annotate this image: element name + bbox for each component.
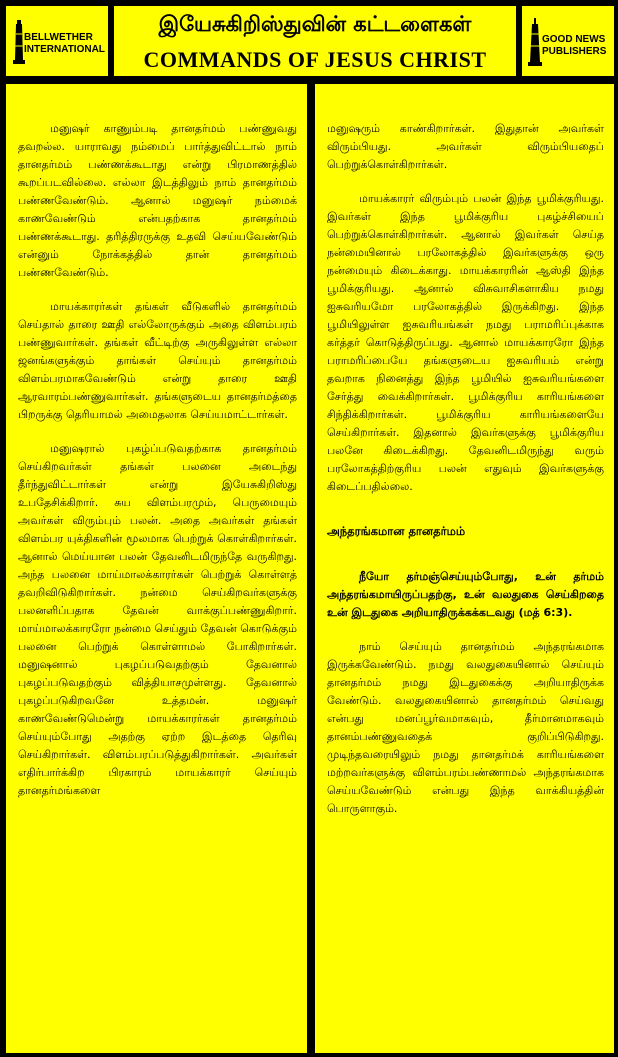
bellwether-line1: BELLWETHER <box>24 32 93 43</box>
continued-paragraph: மனுஷரும் காண்கிறார்கள். இதுதான் அவர்கள் விரும்பியது. அவர்கள் விரும்பியதைப் பெற்றுக்கொள்கிறார்கள். <box>327 122 604 171</box>
right-column <box>313 82 616 1055</box>
bellwether-line2: INTERNATIONAL <box>24 44 105 55</box>
bellwether-logo-text <box>24 32 105 56</box>
left-column <box>4 82 309 1055</box>
good-news-logo <box>520 4 616 78</box>
paragraph: நாம் செய்யும் தானதர்மம் அந்தரங்கமாக இருக்கவேண்டும். நமது வலதுகையினால் செய்யும் தானதர்மம் நமது இடதுகைக்கு அறியாதிருக்க வேண்டும். வலதுகையினால் தானதர்மம் செய்வது என்பது மனப்பூர்வமாகவும், தீர்மானமாகவும் தானம்பண்ணுவதைக் குறிப்பிடுகிறது. முடிந்தவரையிலும் நமது தானதர்மக் காரியங்களை மற்றவர்களுக்கு விளம்பரம்பண்ணாமல் அந்தரங்கமாக செய்யவேண்டும் என்பது இந்த வாக்கியத்தின் பொருளாகும். <box>327 640 604 815</box>
good-news-line2: PUBLISHERS <box>542 46 607 57</box>
section-heading: அந்தரங்கமான தானதர்மம் <box>327 524 466 538</box>
title-tamil: இயேசுகிறிஸ்துவின் கட்டளைகள் <box>158 12 472 36</box>
paragraph: மனுஷரால் புகழ்ப்படுவதற்காக தானதர்மம் செய்கிறவர்கள் தங்கள் பலனை அடைந்து தீர்ந்துவிட்டார்கள் என்று இயேசுகிறிஸ்து உபதேசிக்கிறார். சுய விளம்பரமும், பெருமையும் அவர்கள் விரும்பும் பலன். அதை அவர்கள் தங்கள் விளம்பர யுக்திகளின் மூலமாக பெற்றுக் கொள்கிறார்கள். ஆனால் மெய்யான பலன் தேவனிடமிருந்தே வருகிறது. அந்த பலனை மாய்மாலக்காரர்கள் பெற்றுக் கொள்ளத் தவறிவிடுகிறார்கள். நன்மை செய்கிறவர்களுக்கு பலனளிப்பதாக தேவன் வாக்குப்பண்ணுகிறார். மாய்மாலக்காரரோ நன்மை செய்தும் தேவன் கொடுக்கும் பலனை பெற்றுக் கொள்ளாமல் போகிறார்கள். மனுஷனால் புகழப்படுவதற்கும் தேவனால் புகழப்படுவதற்கும் வித்தியாசமுள்ளது. தேவனால் புகழப்படுகிறவனே உத்தமன். மனுஷர் காணவேண்டுமென்று மாயக்காரர்கள் தானதர்மம் செய்யும்போது அதற்கு ஏற்ற இடத்தை தெரிவு செய்கிறார்கள். விளம்பரப்படுத்துகிறார்கள். அவர்கள் எதிர்பார்க்கிற பிரகாரம் மாயக்காரர் செய்யும் தானதர்மங்களை <box>18 442 297 797</box>
title-english: COMMANDS OF JESUS CHRIST <box>143 47 487 72</box>
good-news-logo-text <box>542 34 606 58</box>
paragraph: மாயக்காரர்கள் தங்கள் வீடுகளில் தானதர்மம் செய்தால் தாரை ஊதி எல்லோருக்கும் அதை விளம்பரம் பண்ணுவார்கள். தங்கள் வீட்டிற்கு அருகிலுள்ள எல்லா ஜனங்களுக்கும் தாங்கள் செய்யும் தானதர்மம் விளம்பரமாகவேண்டும் என்று தாரை ஊதி ஆரவாரம்பண்ணுவார்கள். தங்களுடைய தானதர்மத்தை பிறருக்கு தெரியாமல் அமைதலாக செய்யமாட்டார்கள். <box>18 300 297 421</box>
good-news-line1: GOOD NEWS <box>542 34 606 45</box>
right-column-content <box>315 84 614 818</box>
bellwether-logo <box>4 4 110 78</box>
tower-icon <box>528 18 542 66</box>
left-column-content <box>6 84 307 800</box>
paragraph: மாயக்காரர் விரும்பும் பலன் இந்த பூமிக்குரியது. இவர்கள் இந்த பூமிக்குரிய புகழ்ச்சியைப் பெற்றுக்கொள்கிறார்கள். ஆனால் இவர்கள் செய்த நன்மையினால் பரலோகத்தில் இவர்களுக்கு ஒரு நன்மையும் கிடைக்காது. மாயக்காரரின் ஆஸ்தி இந்த பூமிக்குரியது. ஆனால் விசுவாசிகளாகிய நமது ஐசுவரியமோ பரலோகத்தில் இருக்கிறது. இந்த பூமியிலுள்ள ஐசுவரியங்கள் நமது பராமரிப்புக்காக கர்த்தர் கொடுத்திருப்பது. ஆனால் மாயக்காரரோ இந்த பராமரிப்பையே தங்களுடைய ஐசுவரியம் என்று தவறாக நினைத்து இந்த பூமியில் ஐசுவரியங்களை சேர்த்து வைக்கிறார்கள். பூமிக்குரிய காரியங்களை சிந்திக்கிறார்கள். பூமிக்குரிய காரியங்களையே செய்கிறார்கள். இதனால் இவர்களுக்கு பூமிக்குரிய பலனே கிடைக்கிறது. தேவனிடமிருந்து வரும் பரலோகத்திற்குரிய பலன் எதுவும் இவர்களுக்கு கிடைப்பதில்லை. <box>327 192 604 493</box>
scripture-verse: நீயோ தர்மஞ்செய்யும்போது, உன் தர்மம் அந்தரங்கமாயிருப்பதற்கு, உன் வலதுகை செய்கிறதை உன் இடதுகை அறியாதிருக்கக்கடவது (மத் 6:3). <box>327 570 604 619</box>
title-banner <box>112 4 518 78</box>
paragraph: மனுஷர் காணும்படி தானதர்மம் பண்ணுவது தவறல்ல. யாராவது நம்மைப் பார்த்துவிட்டால் நாம் தானதர்மம் பண்ணக்கூடாது என்று பிரமாணத்தில் கூறப்படவில்லை. எல்லா இடத்திலும் நாம் தானதர்மம் பண்ணவேண்டும். ஆனால் மனுஷர் நம்மைக் காணவேண்டும் என்பதற்காக தானதர்மம் பண்ணக்கூடாது. தரித்திரருக்கு உதவி செய்யவேண்டும் என்னும் நோக்கத்தில் தான் தானதர்மம் பண்ணவேண்டும். <box>18 122 297 279</box>
